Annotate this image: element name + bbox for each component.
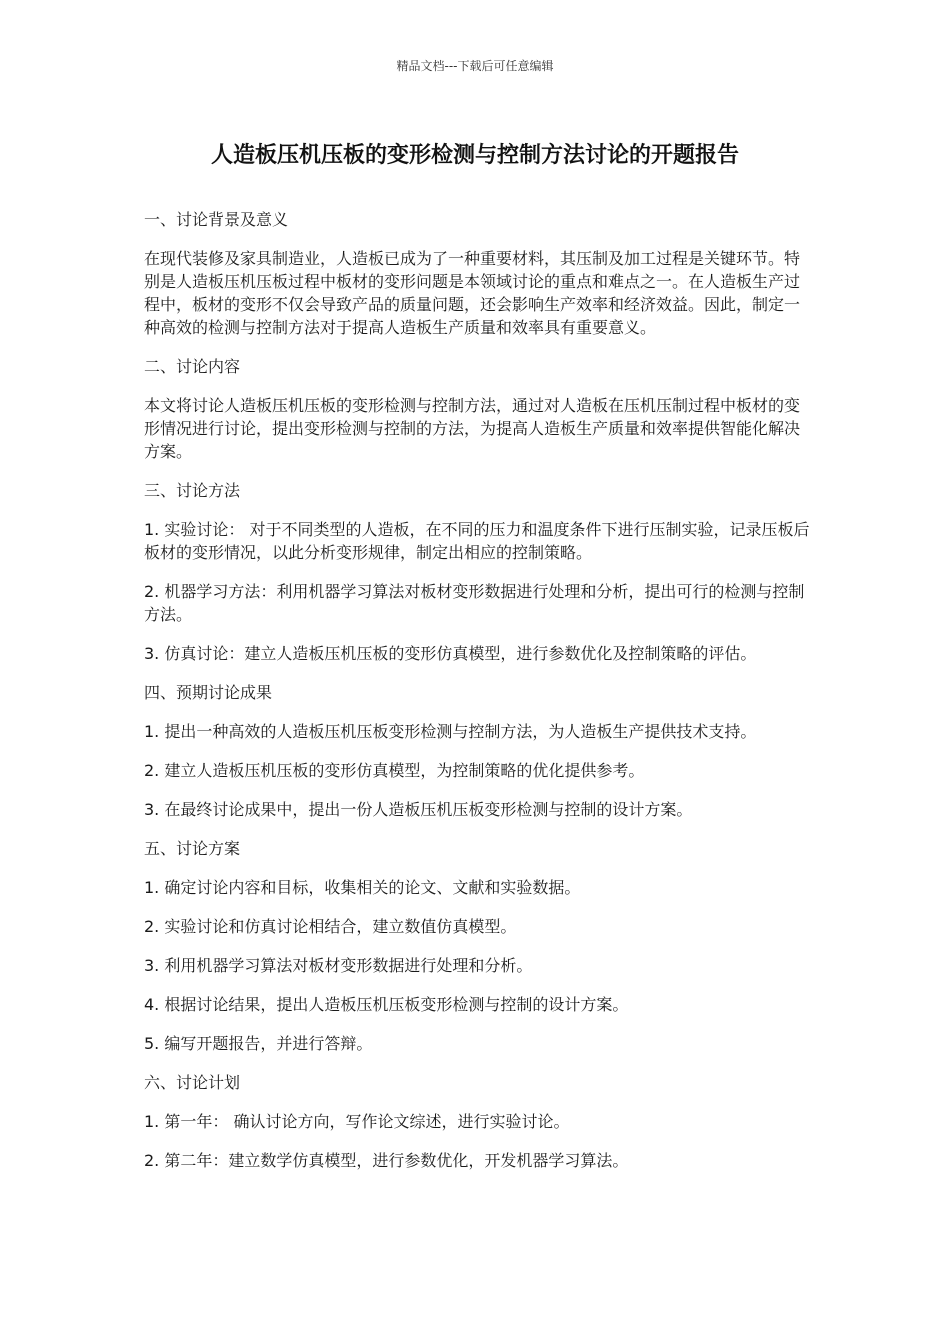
section-heading-background: 一、讨论背景及意义 [144, 210, 289, 229]
section-heading-plan: 五、讨论方案 [144, 839, 241, 858]
list-item: 2. 第二年：建立数学仿真模型，进行参数优化，开发机器学习算法。 [144, 1151, 629, 1170]
list-item: 3. 在最终讨论成果中，提出一份人造板压机压板变形检测与控制的设计方案。 [144, 800, 693, 819]
list-item: 2. 机器学习方法：利用机器学习算法对板材变形数据进行处理和分析，提出可行的检测与控制方法。 [144, 582, 805, 624]
list-item: 2. 建立人造板压机压板的变形仿真模型，为控制策略的优化提供参考。 [144, 761, 645, 780]
page-header: 精品文档---下载后可任意编辑 [396, 59, 554, 73]
list-item: 3. 仿真讨论：建立人造板压机压板的变形仿真模型，进行参数优化及控制策略的评估。 [144, 644, 757, 663]
section-heading-methods: 三、讨论方法 [144, 481, 241, 500]
section-heading-content: 二、讨论内容 [144, 357, 241, 376]
list-item: 1. 提出一种高效的人造板压机压板变形检测与控制方法，为人造板生产提供技术支持。 [144, 722, 757, 741]
list-item: 3. 利用机器学习算法对板材变形数据进行处理和分析。 [144, 956, 533, 975]
list-item: 2. 实验讨论和仿真讨论相结合，建立数值仿真模型。 [144, 917, 517, 936]
list-item: 5. 编写开题报告，并进行答辩。 [144, 1034, 373, 1053]
list-item: 1. 第一年： 确认讨论方向，写作论文综述，进行实验讨论。 [144, 1112, 570, 1131]
list-item: 1. 实验讨论： 对于不同类型的人造板，在不同的压力和温度条件下进行压制实验，记录压板后板材的变形情况，以此分析变形规律，制定出相应的控制策略。 [144, 520, 810, 562]
list-item: 1. 确定讨论内容和目标，收集相关的论文、文献和实验数据。 [144, 878, 581, 897]
section-heading-expected-results: 四、预期讨论成果 [144, 683, 273, 702]
document-title: 人造板压机压板的变形检测与控制方法讨论的开题报告 [210, 143, 739, 168]
paragraph: 本文将讨论人造板压机压板的变形检测与控制方法，通过对人造板在压机压制过程中板材的变形情况进行讨论，提出变形检测与控制的方法，为提高人造板生产质量和效率提供智能化解决方案。 [144, 396, 801, 461]
paragraph: 在现代装修及家具制造业，人造板已成为了一种重要材料，其压制及加工过程是关键环节。特别是人造板压机压板过程中板材的变形问题是本领域讨论的重点和难点之一。在人造板生产过程中，板材的变形不仅会导致产品的质量问题，还会影响生产效率和经济效益。因此，制定一种高效的检测与控制方法对于提高人造板生产质量和效率具有重要意义。 [144, 249, 801, 337]
section-heading-schedule: 六、讨论计划 [144, 1073, 241, 1092]
document-body [144, 208, 810, 1188]
list-item: 4. 根据讨论结果，提出人造板压机压板变形检测与控制的设计方案。 [144, 995, 629, 1014]
